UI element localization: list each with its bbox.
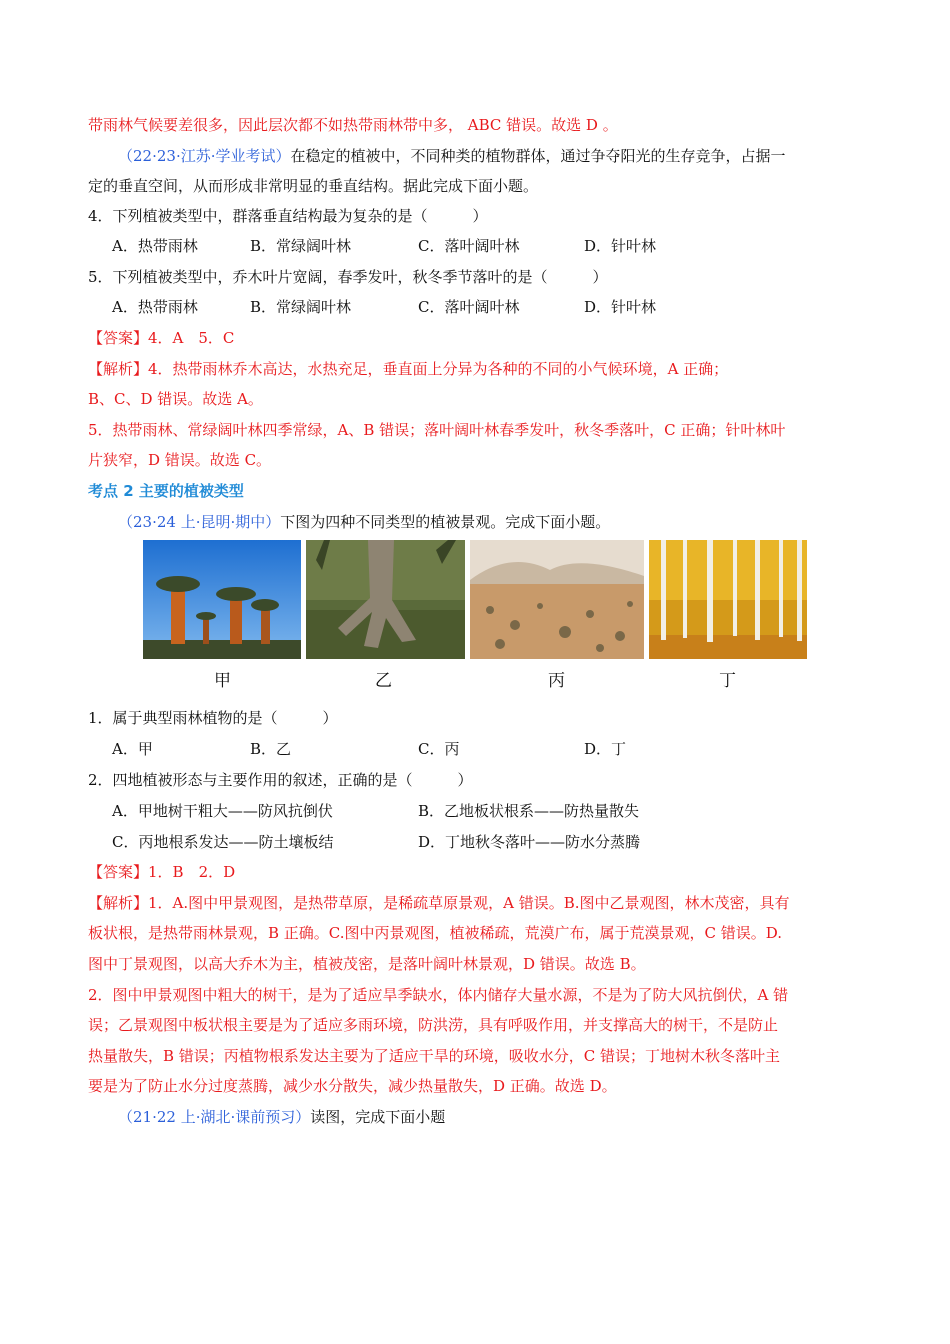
q1-option-c: C．丙 (418, 740, 460, 758)
question-5: 5．下列植被类型中，乔木叶片宽阔，春季发叶，秋冬季节落叶的是（ ） (88, 268, 608, 286)
caption-jia: 甲 (214, 671, 231, 691)
q1-option-b: B．乙 (250, 740, 292, 758)
q1-option-a: A．甲 (112, 740, 153, 758)
explanation-2-line-c: 图中丁景观图，以高大乔木为主，植被茂密，是落叶阔叶林景观，D 错误。故选 B。 (88, 955, 646, 973)
explanation-1-line-b: B、C、D 错误。故选 A。 (88, 390, 263, 408)
photo-desert (470, 540, 644, 659)
explanation-text: 4．热带雨林乔木高达，水热充足，垂直面上分异为各种的不同的小气候环境，A 正确； (148, 360, 729, 378)
photo-baobab-savanna (143, 540, 301, 659)
explanation-2-line-e: 误；乙景观图中板状根主要是为了适应多雨环境，防洪涝，具有呼吸作用，并支撑高大的树干，不是防止 (88, 1016, 779, 1034)
q2-option-a: A．甲地树干粗大——防风抗倒伏 (112, 802, 333, 820)
q2-option-c: C．丙地根系发达——防土壤板结 (112, 833, 334, 851)
photo-rainforest-buttress-roots (306, 540, 465, 659)
answer-tag: 【答案】 (88, 329, 149, 347)
q5-option-a: A．热带雨林 (112, 298, 198, 316)
question-intro-1-cont: 定的垂直空间，从而形成非常明显的垂直结构。据此完成下面小题。 (88, 177, 539, 195)
q5-option-b: B．常绿阔叶林 (250, 298, 352, 316)
explanation-1-line-a (88, 359, 728, 379)
q4-option-b: B．常绿阔叶林 (250, 237, 352, 255)
explanation-text: 1．A.图中甲景观图，是热带草原，是稀疏草原景观，A 错误。B.图中乙景观图，林木茂密，具有 (148, 894, 790, 912)
q4-option-d: D．针叶林 (584, 237, 657, 255)
explanation-2-line-g: 要是为了防止水分过度蒸腾，减少水分散失，减少热量散失，D 正确。故选 D。 (88, 1077, 617, 1095)
answer-tag: 【答案】 (88, 863, 149, 881)
explanation-2-line-b: 板状根，是热带雨林景观，B 正确。C.图中丙景观图，植被稀疏，荒漠广布，属于荒漠景观，C 错误。D. (88, 924, 783, 942)
q4-option-a: A．热带雨林 (112, 237, 198, 255)
answer-value: 1．B 2．D (148, 863, 236, 881)
source-tag: （21·22 上·湖北·课前预习） (118, 1108, 311, 1126)
caption-yi: 乙 (375, 671, 392, 691)
q5-option-c: C．落叶阔叶林 (418, 298, 520, 316)
question-1: 1．属于典型雨林植物的是（ ） (88, 709, 338, 727)
explanation-2-line-a (88, 893, 790, 913)
q5-option-d: D．针叶林 (584, 298, 657, 316)
photo-deciduous-forest (649, 540, 807, 659)
q1-option-d: D．丁 (584, 740, 627, 758)
caption-bing: 丙 (548, 671, 565, 691)
source-tag: （23·24 上·昆明·期中） (118, 513, 281, 531)
explanation-2-line-d: 2．图中甲景观图中粗大的树干，是为了适应旱季缺水，体内储存大量水源，不是为了防大风抗倒伏，A 错 (88, 986, 789, 1004)
source-tag: （22·23·江苏·学业考试） (118, 147, 291, 165)
q2-option-b: B．乙地板状根系——防热量散失 (418, 802, 640, 820)
intro-text: 在稳定的植被中，不同种类的植物群体，通过争夺阳光的生存竞争，占据一 (290, 147, 786, 165)
intro-text: 读图，完成下面小题 (310, 1108, 446, 1126)
explanation-tag: 【解析】 (88, 360, 149, 378)
question-intro-1 (118, 146, 786, 166)
explanation-tag: 【解析】 (88, 894, 149, 912)
prev-explanation-end: 带雨林气候要差很多，因此层次都不如热带雨林带中多， ABC 错误。故选 D 。 (88, 116, 618, 134)
caption-ding: 丁 (719, 671, 736, 691)
explanation-1-line-d: 片狭窄，D 错误。故选 C。 (88, 451, 272, 469)
q4-option-c: C．落叶阔叶林 (418, 237, 520, 255)
q2-option-d: D．丁地秋冬落叶——防水分蒸腾 (418, 833, 641, 851)
question-intro-3 (118, 1107, 445, 1127)
question-intro-2 (118, 512, 610, 532)
answer-2 (88, 862, 235, 882)
answer-1 (88, 328, 234, 348)
section-heading: 考点 2 主要的植被类型 (88, 482, 244, 500)
explanation-2-line-f: 热量散失，B 错误；丙植物根系发达主要为了适应干旱的环境，吸收水分，C 错误；丁地树木秋冬落叶主 (88, 1047, 781, 1065)
explanation-1-line-c: 5．热带雨林、常绿阔叶林四季常绿，A、B 错误；落叶阔叶林春季发叶，秋冬季落叶，C 正确；针叶林叶 (88, 421, 786, 439)
answer-value: 4．A 5．C (148, 329, 235, 347)
question-4: 4．下列植被类型中，群落垂直结构最为复杂的是（ ） (88, 207, 488, 225)
question-2: 2．四地植被形态与主要作用的叙述，正确的是（ ） (88, 771, 473, 789)
intro-text: 下图为四种不同类型的植被景观。完成下面小题。 (280, 513, 611, 531)
